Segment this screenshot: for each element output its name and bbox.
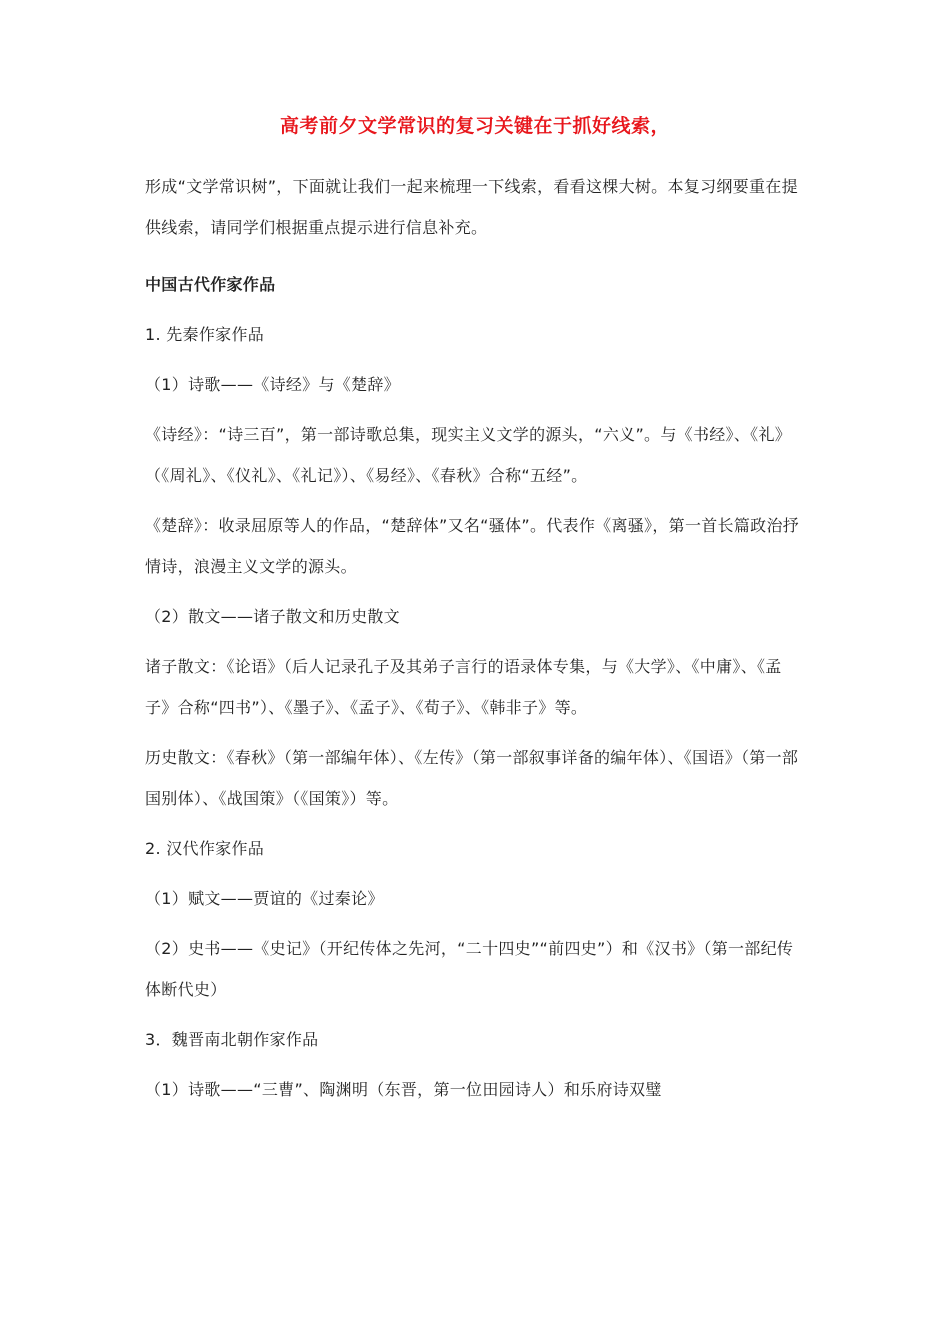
- body-paragraph: 《楚辞》：收录屈原等人的作品，“楚辞体”又名“骚体”。代表作《离骚》，第一首长篇政治抒情诗，浪漫主义文学的源头。: [145, 516, 800, 576]
- subsection-heading: （1）赋文——贾谊的《过秦论》: [145, 889, 384, 908]
- body-paragraph: （1）诗歌——“三曹”、陶渊明（东晋，第一位田园诗人）和乐府诗双璧: [145, 1080, 662, 1099]
- subsection-heading: 1. 先秦作家作品: [145, 325, 265, 344]
- subsection-heading: （1）诗歌——《诗经》与《楚辞》: [145, 375, 400, 394]
- section-heading: 中国古代作家作品: [145, 275, 276, 294]
- subsection-heading: 2. 汉代作家作品: [145, 839, 265, 858]
- intro-paragraph: 形成“文学常识树”，下面就让我们一起来梳理一下线索，看看这棵大树。本复习纲要重在提供线索，请同学们根据重点提示进行信息补充。: [145, 177, 798, 237]
- body-paragraph: 诸子散文：《论语》（后人记录孔子及其弟子言行的语录体专集，与《大学》、《中庸》、《孟子》合称“四书”）、《墨子》、《孟子》、《荀子》、《韩非子》等。: [145, 657, 782, 717]
- body-paragraph: 《诗经》：“诗三百”，第一部诗歌总集，现实主义文学的源头，“六义”。与《书经》、《礼》（《周礼》、《仪礼》、《礼记》）、《易经》、《春秋》合称“五经”。: [145, 425, 792, 485]
- subsection-heading: （2）散文——诸子散文和历史散文: [145, 607, 400, 626]
- body-paragraph: 历史散文：《春秋》（第一部编年体）、《左传》（第一部叙事详备的编年体）、《国语》（第一部国别体）、《战国策》（《国策》）等。: [145, 748, 799, 808]
- subsection-heading: 3．魏晋南北朝作家作品: [145, 1030, 319, 1049]
- body-paragraph: （2）史书——《史记》（开纪传体之先河，“二十四史”“前四史”）和《汉书》（第一部纪传体断代史）: [145, 939, 794, 999]
- document-title: 高考前夕文学常识的复习关键在于抓好线索，: [279, 115, 670, 137]
